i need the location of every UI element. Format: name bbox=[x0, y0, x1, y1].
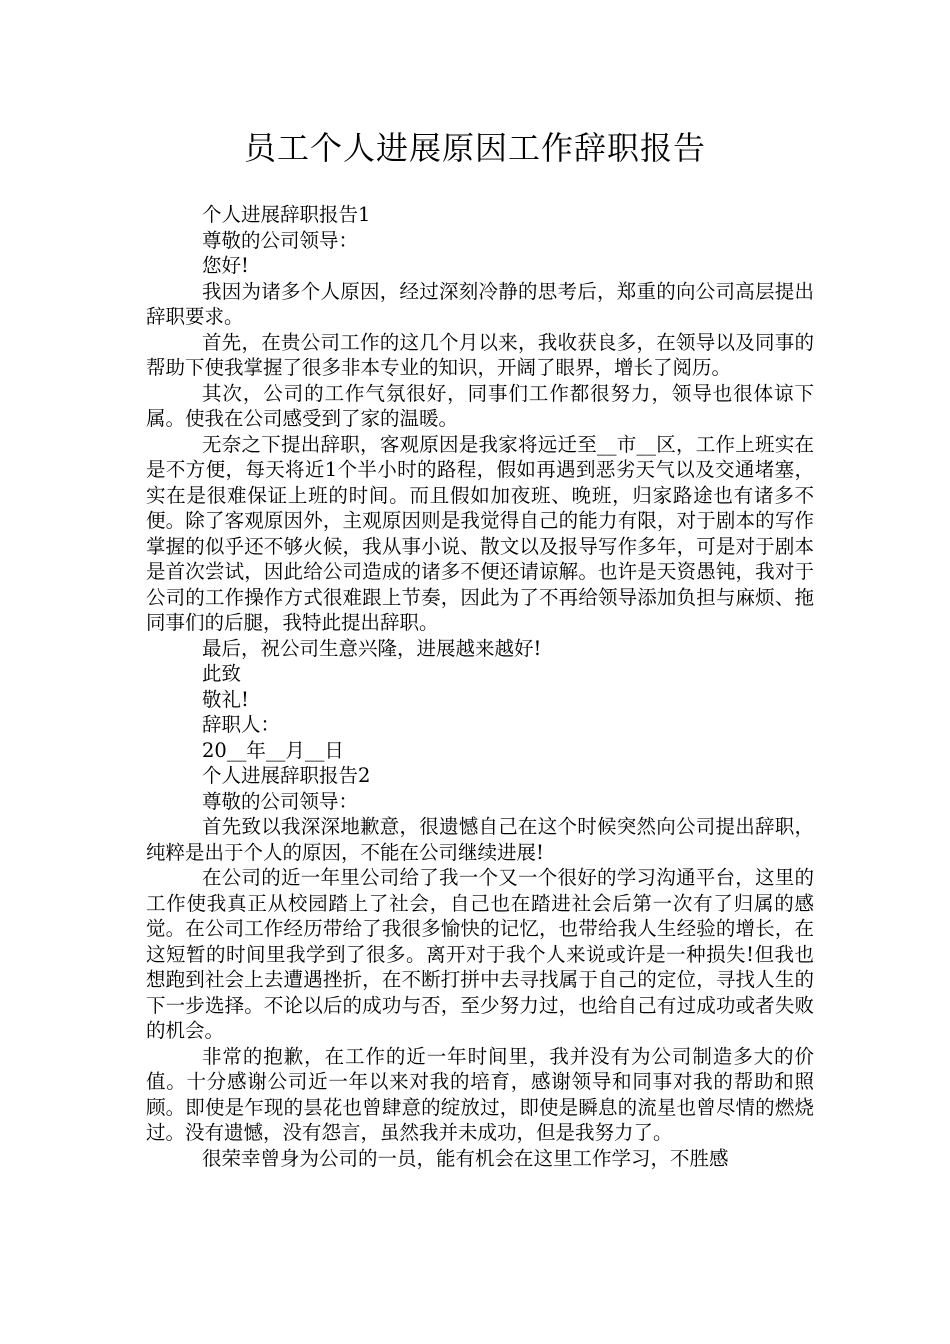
paragraph: 最后，祝公司生意兴隆，进展越来越好! bbox=[202, 636, 542, 660]
paragraph: 很荣幸曾身为公司的一员，能有机会在这里工作学习，不胜感 bbox=[202, 1146, 729, 1170]
closing-cizhi: 此致 bbox=[202, 662, 242, 685]
document-body bbox=[146, 202, 814, 1171]
paragraph: 首先，在贵公司工作的这几个月以来，我收获良多，在领导以及同事的帮助下使我掌握了很多非本专业的知识，开阔了眼界，增长了阅历。 bbox=[146, 330, 814, 379]
salutation: 尊敬的公司领导： bbox=[202, 789, 359, 813]
signature-label: 辞职人： bbox=[202, 713, 281, 736]
paragraph: 在公司的近一年里公司给了我一个又一个很好的学习沟通平台，这里的工作使我真正从校园踏上了社会，自己也在踏进社会后第一次有了归属的感觉。在公司工作经历带给了我很多愉快的记忆，也带给我人生经验的增长，在这短暂的时间里我学到了很多。离开对于我个人来说或许是一种损失!但我也想跑到社会上去遭遇挫折，在不断打拼中去寻找属于自己的定位，寻找人生的下一步选择。不论以后的成功与否，至少努力过，也给自己有过成功或者失败的机会。 bbox=[146, 866, 814, 1042]
heading-report-2: 个人进展辞职报告2 bbox=[202, 764, 371, 787]
date-line: 20__年__月__日 bbox=[202, 738, 344, 762]
closing-jingli: 敬礼! bbox=[202, 687, 249, 711]
heading-report-1: 个人进展辞职报告1 bbox=[202, 203, 371, 226]
paragraph: 非常的抱歉，在工作的近一年时间里，我并没有为公司制造多大的价值。十分感谢公司近一年以来对我的培育，感谢领导和同事对我的帮助和照顾。即使是乍现的昙花也曾肆意的绽放过，即使是瞬息的流星也曾尽情的燃烧过。没有遗憾，没有怨言，虽然我并未成功，但是我努力了。 bbox=[146, 1044, 814, 1144]
paragraph: 其次，公司的工作气氛很好，同事们工作都很努力，领导也很体谅下属。使我在公司感受到了家的温暖。 bbox=[146, 381, 814, 430]
paragraph: 无奈之下提出辞职，客观原因是我家将远迁至__市__区，工作上班实在是不方便，每天将近1个半小时的路程，假如再遇到恶劣天气以及交通堵塞，实在是很难保证上班的时间。而且假如加夜班、晚班，归家路途也有诸多不便。除了客观原因外，主观原因则是我觉得自己的能力有限，对于剧本的写作掌握的似乎还不够火候，我从事小说、散文以及报导写作多年，可是对于剧本是首次尝试，因此给公司造成的诸多不便还请谅解。也许是天资愚钝，我对于公司的工作操作方式很难跟上节奏，因此为了不再给领导添加负担与麻烦、拖同事们的后腿，我特此提出辞职。 bbox=[146, 432, 814, 634]
salutation: 尊敬的公司领导： bbox=[202, 228, 359, 252]
document-title: 员工个人进展原因工作辞职报告 bbox=[243, 129, 706, 167]
paragraph: 我因为诸多个人原因，经过深刻冷静的思考后，郑重的向公司高层提出辞职要求。 bbox=[146, 279, 814, 328]
greeting: 您好! bbox=[202, 254, 249, 277]
paragraph: 首先致以我深深地歉意，很遗憾自己在这个时候突然向公司提出辞职，纯粹是出于个人的原因，不能在公司继续进展! bbox=[146, 815, 814, 864]
